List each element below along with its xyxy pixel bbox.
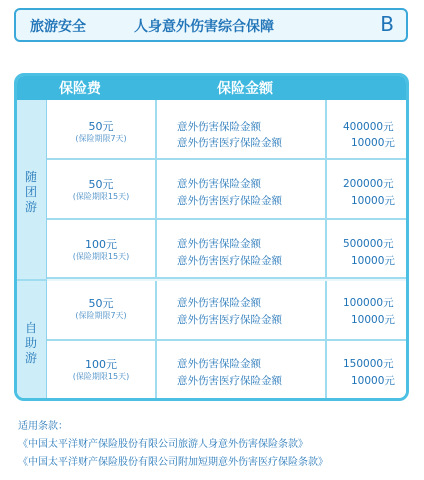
price: 50元 <box>88 178 114 191</box>
item-accident: 意外伤害保险金额 <box>177 238 261 250</box>
item-medical: 意外伤害医疗保险金额 <box>177 375 282 387</box>
item-cell <box>157 100 327 158</box>
clause-travel: 《中国太平洋财产保险股份有限公司旅游人身意外伤害保险条款》 <box>18 439 308 450</box>
amount-cell <box>327 341 406 401</box>
item-medical: 意外伤害医疗保险金额 <box>177 195 282 207</box>
item-accident: 意外伤害保险金额 <box>177 121 261 133</box>
group-self <box>17 279 47 401</box>
item-cell <box>157 281 327 339</box>
amount-accident: 200000元 <box>343 178 394 190</box>
item-accident: 意外伤害保险金额 <box>177 297 261 309</box>
amount-accident: 150000元 <box>343 358 394 370</box>
insurance-table <box>14 73 409 401</box>
amount-medical: 10000元 <box>351 314 395 326</box>
table-row <box>47 281 406 341</box>
amount-cell <box>327 220 406 277</box>
header-banner <box>14 8 408 42</box>
fee-cell <box>47 160 157 218</box>
period: (保险期限7天) <box>75 134 127 143</box>
amount-cell <box>327 281 406 339</box>
header-amount: 保险金额 <box>217 81 273 97</box>
amount-accident: 100000元 <box>343 297 394 309</box>
header-fee: 保险费 <box>59 81 101 97</box>
amount-medical: 10000元 <box>351 137 395 149</box>
table-row <box>47 160 406 220</box>
table-row <box>47 220 406 279</box>
period: (保险期限15天) <box>72 252 130 261</box>
item-accident: 意外伤害保险金额 <box>177 358 261 370</box>
applicable-clauses <box>18 418 328 472</box>
fee-cell <box>47 100 157 158</box>
group-label: 随团游 <box>25 170 38 214</box>
clauses-heading: 适用条款： <box>18 421 68 432</box>
period: (保险期限15天) <box>72 192 130 201</box>
item-accident: 意外伤害保险金额 <box>177 178 261 190</box>
amount-cell <box>327 160 406 218</box>
page-title: 人身意外伤害综合保障 <box>134 19 274 35</box>
group-tour <box>17 100 47 279</box>
item-medical: 意外伤害医疗保险金额 <box>177 314 282 326</box>
group-label: 自助游 <box>25 321 38 365</box>
period: (保险期限15天) <box>72 372 130 381</box>
item-cell <box>157 220 327 277</box>
amount-medical: 10000元 <box>351 255 395 267</box>
table-row <box>47 341 406 401</box>
section-label: 旅游安全 <box>30 19 86 35</box>
fee-cell <box>47 341 157 401</box>
amount-accident: 400000元 <box>343 121 394 133</box>
clause-medical: 《中国太平洋财产保险股份有限公司附加短期意外伤害医疗保险条款》 <box>18 457 328 468</box>
table-header <box>17 76 406 100</box>
fee-cell <box>47 281 157 339</box>
item-medical: 意外伤害医疗保险金额 <box>177 255 282 267</box>
item-cell <box>157 160 327 218</box>
amount-medical: 10000元 <box>351 375 395 387</box>
amount-cell <box>327 100 406 158</box>
table-row <box>47 100 406 160</box>
price: 100元 <box>85 358 117 371</box>
item-cell <box>157 341 327 401</box>
price: 50元 <box>88 297 114 310</box>
period: (保险期限7天) <box>75 311 127 320</box>
amount-accident: 500000元 <box>343 238 394 250</box>
fee-cell <box>47 220 157 277</box>
price: 100元 <box>85 238 117 251</box>
amount-medical: 10000元 <box>351 195 395 207</box>
item-medical: 意外伤害医疗保险金额 <box>177 137 282 149</box>
plan-code: B <box>380 12 394 36</box>
price: 50元 <box>88 120 114 133</box>
